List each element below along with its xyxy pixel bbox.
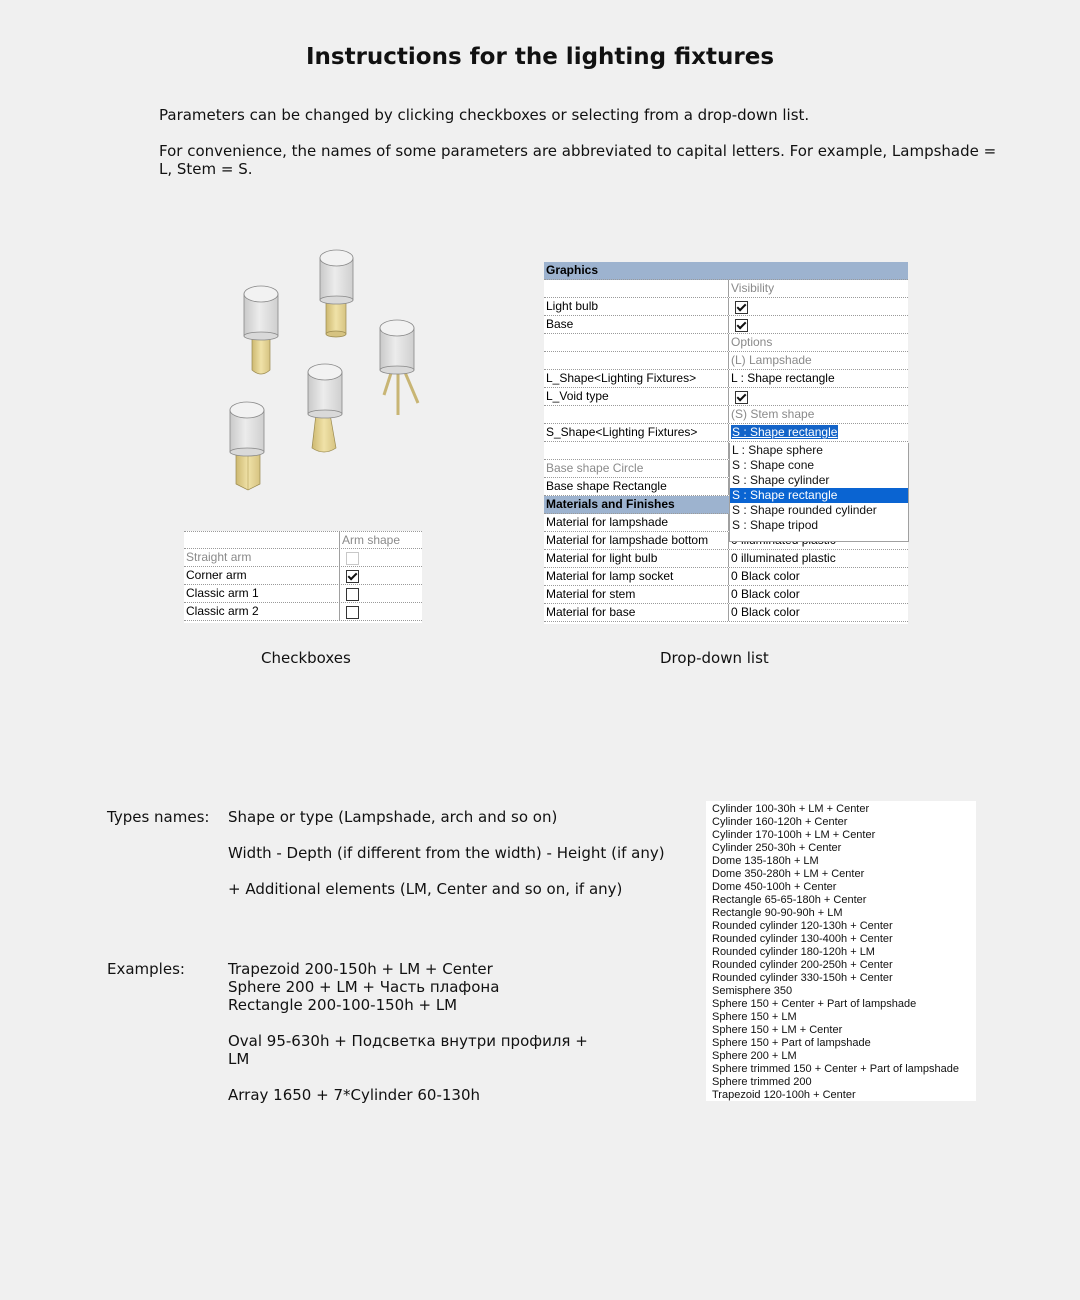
- base-row: [544, 316, 908, 334]
- checkbox-row-classic-arm-1: [184, 585, 422, 603]
- s-shape-select[interactable]: S : Shape rectangle: [732, 425, 838, 439]
- dropdown-option[interactable]: S : Shape cylinder: [732, 473, 830, 487]
- lamp-fixtures-illustration: [220, 240, 440, 500]
- example-4: Oval 95-630h + Подсветка внутри профиля +: [228, 1032, 588, 1050]
- l-shape-label: L_Shape<Lighting Fixtures>: [544, 370, 729, 387]
- arm-shape-checkbox-grid: [184, 531, 422, 623]
- visibility-group-label: Visibility: [731, 281, 775, 295]
- intro-paragraph-2: For convenience, the names of some parameters are abbreviated to capital letters. For example, Lampshade = L, Stem = S.: [159, 142, 997, 178]
- type-list-item[interactable]: Sphere trimmed 200: [712, 1076, 812, 1088]
- checkbox-row-classic-arm-2: [184, 603, 422, 621]
- material-label: Material for light bulb: [544, 550, 729, 567]
- type-list-item[interactable]: Rectangle 65-65-180h + Center: [712, 894, 867, 906]
- type-list-item[interactable]: Sphere 150 + Center + Part of lampshade: [712, 998, 917, 1010]
- material-row: [544, 550, 908, 568]
- material-row: [544, 568, 908, 586]
- lamp-rectangle-stem-icon: [230, 402, 264, 490]
- material-label: Material for base: [544, 604, 729, 621]
- type-list-item[interactable]: Cylinder 160-120h + Center: [712, 816, 848, 828]
- types-line-3: + Additional elements (LM, Center and so on, if any): [228, 880, 623, 898]
- dropdown-option[interactable]: S : Shape cone: [732, 458, 815, 472]
- type-list-item[interactable]: Rectangle 90-90-90h + LM: [712, 907, 843, 919]
- classic-arm-2-label: Classic arm 2: [184, 603, 340, 620]
- s-shape-label: S_Shape<Lighting Fixtures>: [544, 424, 729, 441]
- base-checkbox[interactable]: [735, 319, 748, 332]
- material-label: Material for stem: [544, 586, 729, 603]
- checkbox-row-corner-arm: [184, 567, 422, 585]
- type-list-item[interactable]: Dome 350-280h + LM + Center: [712, 868, 865, 880]
- arm-shape-header-row: [184, 531, 422, 549]
- dropdown-option[interactable]: L : Shape sphere: [732, 443, 823, 457]
- base-rect-label: Base shape Rectangle: [544, 478, 729, 495]
- l-shape-row: [544, 370, 908, 388]
- lampshade-group-label: (L) Lampshade: [731, 353, 812, 367]
- material-label: Material for lamp socket: [544, 568, 729, 585]
- type-names-list[interactable]: [706, 801, 976, 1101]
- stem-group-label: (S) Stem shape: [731, 407, 815, 421]
- type-list-item[interactable]: Cylinder 100-30h + LM + Center: [712, 803, 870, 815]
- example-5: Array 1650 + 7*Cylinder 60-130h: [228, 1086, 481, 1104]
- classic-arm-1-label: Classic arm 1: [184, 585, 340, 602]
- materials-header: Materials and Finishes: [546, 497, 675, 511]
- classic-arm-2-checkbox[interactable]: [346, 606, 359, 619]
- material-row: [544, 586, 908, 604]
- material-value[interactable]: 0 Black color: [731, 587, 800, 601]
- graphics-header-row: [544, 262, 908, 280]
- type-list-item[interactable]: Sphere 150 + LM: [712, 1011, 797, 1023]
- lamp-rounded-stem-icon: [244, 286, 278, 374]
- material-label: Material for lampshade bottom: [544, 532, 729, 549]
- light-bulb-label: Light bulb: [544, 298, 729, 315]
- material-value[interactable]: 0 Black color: [731, 605, 800, 619]
- example-3: Rectangle 200-100-150h + LM: [228, 996, 458, 1014]
- material-value[interactable]: 0 illuminated plastic: [731, 551, 836, 565]
- s-shape-row: [544, 424, 908, 442]
- types-line-2: Width - Depth (if different from the width) - Height (if any): [228, 844, 665, 862]
- material-row: [544, 604, 908, 622]
- dropdown-caption: Drop-down list: [660, 649, 769, 667]
- page-title: Instructions for the lighting fixtures: [305, 44, 775, 70]
- examples-label: Examples:: [107, 960, 185, 978]
- straight-arm-checkbox[interactable]: [346, 552, 359, 565]
- type-list-item[interactable]: Sphere 200 + LM: [712, 1050, 797, 1062]
- type-list-item[interactable]: Dome 450-100h + Center: [712, 881, 837, 893]
- type-list-item[interactable]: Rounded cylinder 120-130h + Center: [712, 920, 893, 932]
- dropdown-option[interactable]: S : Shape rounded cylinder: [732, 503, 877, 517]
- type-list-item[interactable]: Sphere 150 + LM + Center: [712, 1024, 843, 1036]
- straight-arm-label: Straight arm: [184, 549, 340, 566]
- dropdown-option[interactable]: S : Shape tripod: [732, 518, 819, 532]
- type-list-item[interactable]: Rounded cylinder 130-400h + Center: [712, 933, 893, 945]
- type-list-item[interactable]: Dome 135-180h + LM: [712, 855, 819, 867]
- intro-paragraph-1: Parameters can be changed by clicking checkboxes or selecting from a drop-down list.: [159, 106, 810, 124]
- type-list-item[interactable]: Sphere trimmed 150 + Center + Part of lampshade: [712, 1063, 960, 1075]
- material-label: Material for lampshade: [544, 514, 729, 531]
- light-bulb-row: [544, 298, 908, 316]
- l-shape-value[interactable]: L : Shape rectangle: [731, 371, 835, 385]
- type-list-item[interactable]: Cylinder 170-100h + LM + Center: [712, 829, 876, 841]
- l-void-row: [544, 388, 908, 406]
- types-line-1: Shape or type (Lampshade, arch and so on): [228, 808, 558, 826]
- type-list-item[interactable]: Cylinder 250-30h + Center: [712, 842, 842, 854]
- type-list-item[interactable]: Trapezoid 120-100h + Center: [712, 1089, 856, 1101]
- lamp-tripod-icon: [380, 320, 418, 415]
- l-void-checkbox[interactable]: [735, 391, 748, 404]
- base-circle-label: Base shape Circle: [544, 460, 729, 477]
- l-void-label: L_Void type: [544, 388, 729, 405]
- type-list-item[interactable]: Rounded cylinder 330-150h + Center: [712, 972, 893, 984]
- light-bulb-checkbox[interactable]: [735, 301, 748, 314]
- corner-arm-checkbox[interactable]: [346, 570, 359, 583]
- example-2: Sphere 200 + LM + Часть плафона: [228, 978, 500, 996]
- dropdown-option-selected[interactable]: S : Shape rectangle: [730, 488, 908, 503]
- type-list-item[interactable]: Semisphere 350: [712, 985, 793, 997]
- example-4-continued: LM: [228, 1050, 250, 1068]
- corner-arm-label: Corner arm: [184, 567, 340, 584]
- checkbox-row-straight-arm: [184, 549, 422, 567]
- graphics-header: Graphics: [546, 263, 599, 277]
- lamp-cylinder-stem-icon: [320, 250, 353, 337]
- options-group-label: Options: [731, 335, 773, 349]
- types-names-label: Types names:: [107, 808, 210, 826]
- lamp-cone-stem-icon: [308, 364, 342, 452]
- type-list-item[interactable]: Rounded cylinder 200-250h + Center: [712, 959, 893, 971]
- example-1: Trapezoid 200-150h + LM + Center: [228, 960, 493, 978]
- base-label: Base: [544, 316, 729, 333]
- material-value[interactable]: 0 Black color: [731, 569, 800, 583]
- arm-shape-header: Arm shape: [342, 533, 401, 547]
- checkboxes-caption: Checkboxes: [261, 649, 351, 667]
- classic-arm-1-checkbox[interactable]: [346, 588, 359, 601]
- type-list-item[interactable]: Rounded cylinder 180-120h + LM: [712, 946, 875, 958]
- type-list-item[interactable]: Sphere 150 + Part of lampshade: [712, 1037, 871, 1049]
- s-shape-dropdown-list[interactable]: [729, 443, 909, 542]
